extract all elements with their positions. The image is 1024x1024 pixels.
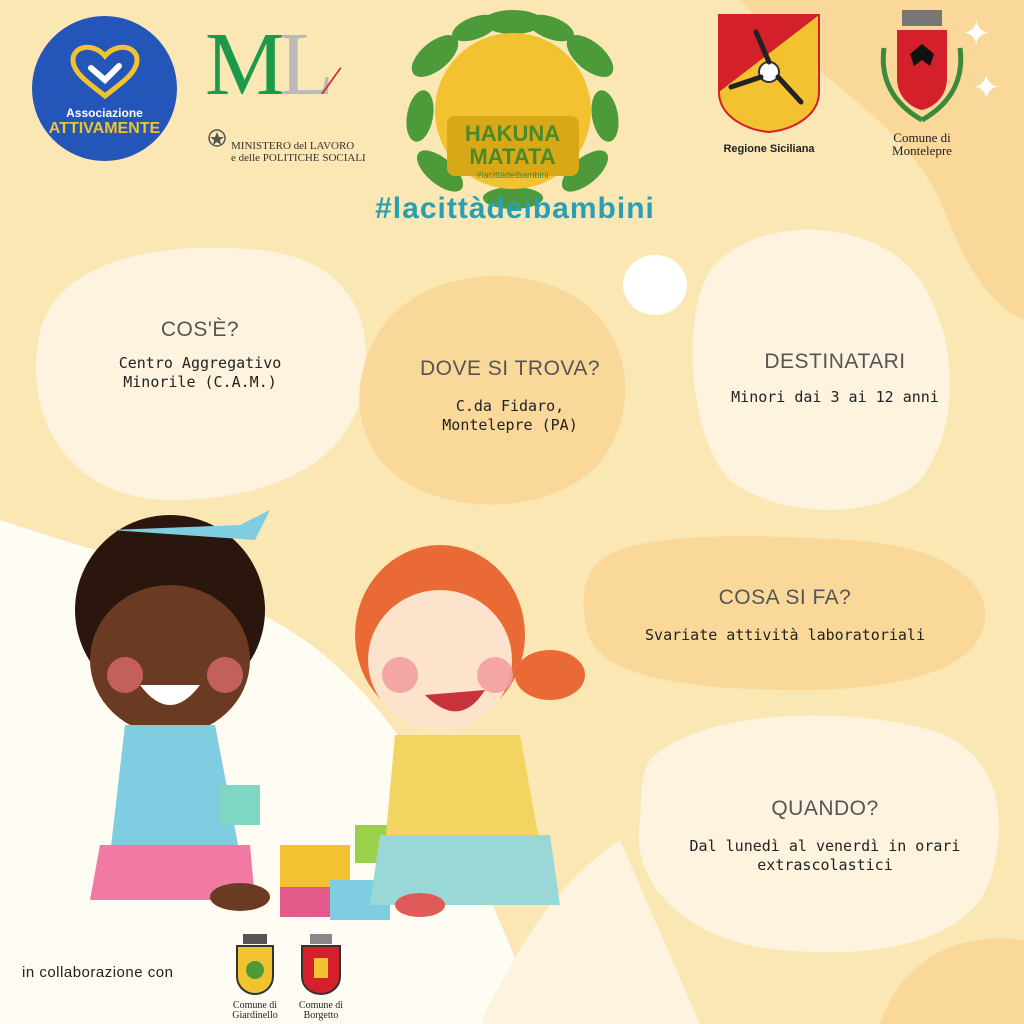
ministry-ml-mark: ML∕ (205, 15, 329, 114)
info-where-text: C.da Fidaro, Montelepre (PA) (442, 397, 578, 434)
montelepre-crest-icon (872, 8, 972, 126)
emblem-icon (207, 128, 227, 148)
giardinello-crest-icon (229, 932, 281, 996)
borgetto-crest (294, 932, 348, 1021)
info-activities (620, 586, 950, 645)
info-when (660, 797, 990, 875)
info-activities-title: COSA SI FA? (718, 586, 852, 609)
comune-line1: Comune di (893, 130, 951, 145)
info-who (690, 350, 980, 407)
info-what-text: Centro Aggregativo Minorile (C.A.M.) (118, 354, 282, 391)
borgetto-crest-icon (296, 932, 346, 996)
info-where-title: DOVE SI TROVA? (419, 357, 601, 380)
info-what-title: COS'È? (160, 318, 240, 341)
leaf-wreath-icon (395, 6, 630, 211)
info-what (50, 318, 350, 392)
hakuna-line1: HAKUNA (464, 121, 561, 146)
association-line1: Associazione (66, 105, 143, 120)
giardinello-line2: Giardinello (232, 1010, 278, 1021)
association-line2: ATTIVAMENTE (48, 119, 161, 137)
info-when-title: QUANDO? (771, 797, 879, 820)
collaboration-label: in collaborazione con (22, 964, 174, 981)
handshake-icon (65, 40, 145, 100)
info-who-text: Minori dai 3 ai 12 anni (731, 388, 939, 406)
comune-line2: Montelepre (892, 143, 952, 158)
giardinello-line1: Comune di (232, 1000, 278, 1011)
ministry-logo (205, 15, 375, 164)
region-label: Regione Siciliana (723, 143, 815, 155)
borgetto-line2: Borgetto (303, 1010, 339, 1021)
children-playing-illustration (40, 485, 640, 945)
sparkle-icon-2: ✦ (972, 69, 1001, 107)
hakuna-line2: MATATA (469, 144, 556, 169)
comune-logo (872, 8, 972, 163)
borgetto-line1: Comune di (298, 1000, 344, 1011)
association-logo (32, 16, 177, 161)
info-where (370, 357, 650, 435)
giardinello-crest (226, 932, 284, 1021)
ministry-line2: e delle POLITICHE SOCIALI (231, 152, 366, 164)
hakuna-matata-logo (395, 6, 630, 211)
hashtag-title: #lacittàdeibambini (375, 192, 655, 225)
ministry-line1: MINISTERO del LAVORO (231, 140, 355, 152)
info-when-text: Dal lunedì al venerdì in orari extrascolastici (689, 837, 961, 874)
info-who-title: DESTINATARI (764, 350, 906, 373)
trinacria-shield-icon (716, 12, 822, 134)
sparkle-icon: ✦ (962, 15, 991, 53)
info-activities-text: Svariate attività laboratoriali (645, 626, 925, 644)
region-logo (713, 12, 825, 162)
hakuna-tag: #lacittàdeibambini (476, 170, 549, 180)
